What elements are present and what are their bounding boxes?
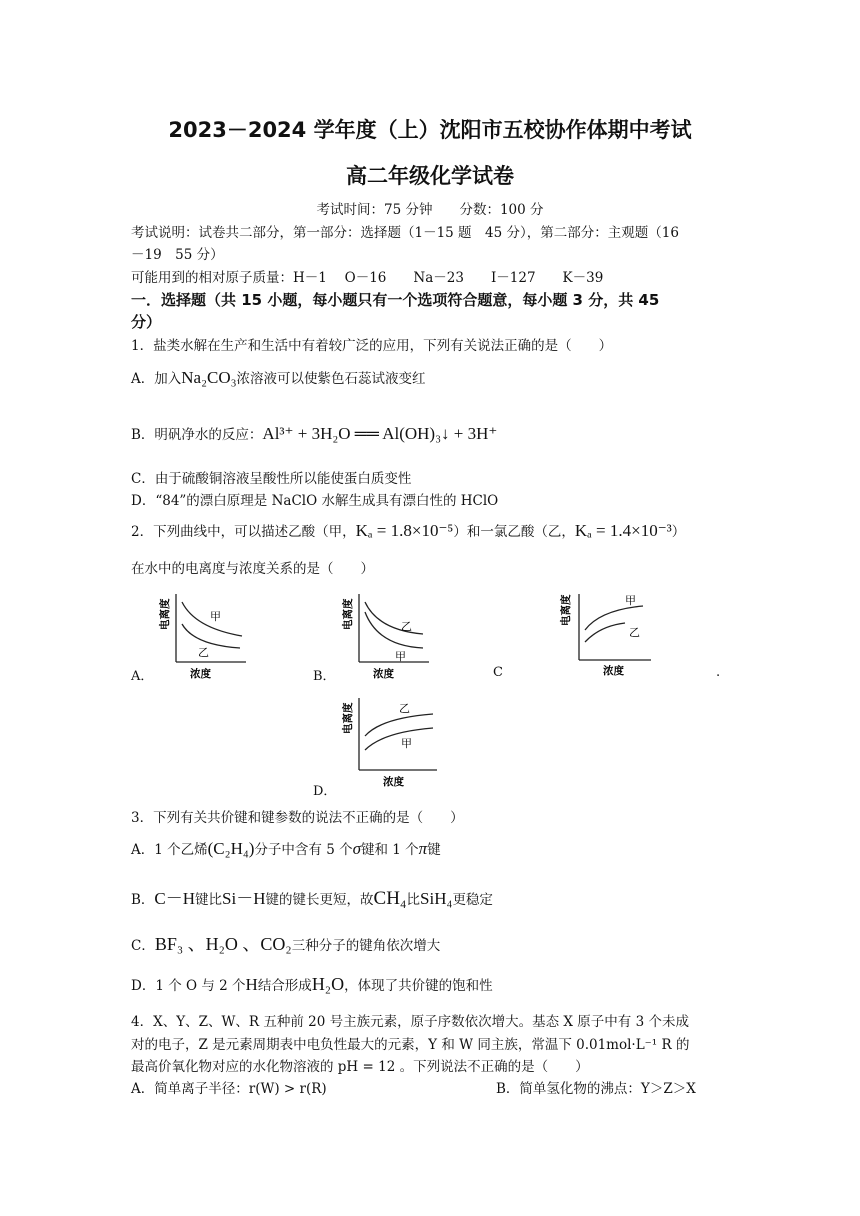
q1-a-prefix: A．加入 [131,371,182,387]
exam-subtitle: 高二年级化学试卷 [346,164,514,188]
q3-a-2: 分子中含有 5 个 [254,842,353,858]
q3-c-2: 三种分子的键角依次增大 [291,938,441,954]
graph-b-ylabel: 电离度 [342,598,354,630]
q2-option-c: C [493,665,503,680]
q3-sigma: σ [352,839,361,858]
q4-stem-line-1: 4．X、Y、Z、W、R 五种前 20 号主族元素，原子序数依次增大。基态 X 原子中有 3 个未成 [131,1014,689,1030]
q3-b-ch: C－H [154,889,196,908]
q2-graph-c [555,590,655,682]
q2-ka-1: Kₐ = 1.8×10⁻⁵ [355,521,454,540]
graph-b-curve-jia [365,612,423,648]
q3-option-a [131,838,441,859]
q2-stem-2: ）和一氯乙酸（乙， [453,524,575,540]
q3-c-formula: BF₃ 、H₂O 、CO₂ [154,934,292,954]
graph-a-ylabel: 电离度 [159,598,171,630]
section-heading: 一．选择题（共 15 小题，每小题只有一个选项符合题意，每小题 3 分，共 45 [131,291,660,309]
q3-pi: π [418,839,428,858]
q2-graph-d [333,694,443,790]
graph-d-label-yi: 乙 [399,702,410,715]
q2-stem-3: ） [671,524,686,540]
q2-option-c-dot: . [716,665,721,680]
graph-d-ylabel: 电离度 [342,702,354,734]
exam-info: 考试时间：75 分钟 分数：100 分 [316,202,544,218]
q2-option-a: A． [131,669,154,684]
atomic-masses: 可能用到的相对原子质量：H－1 O－16 Na－23 I－127 K－39 [131,270,604,286]
graph-c-curve-yi [585,623,625,642]
graph-c-ylabel: 电离度 [560,594,572,626]
q3-d-1: D．1 个 O 与 2 个 [131,978,246,994]
q2-stem-line-2: 在水中的电离度与浓度关系的是（ ） [131,561,374,577]
q3-d-3: ，体现了共价键的饱和性 [344,978,493,994]
graph-c-label-jia: 甲 [625,594,636,607]
q3-b-5: 更稳定 [452,892,493,908]
q3-b-ch4: CH₄ [373,888,407,909]
q1-a-formula: Na₂CO₃ [181,368,237,387]
graph-d-label-jia: 甲 [401,737,412,750]
q1-a-suffix: 浓溶液可以使紫色石蕊试液变红 [236,371,426,387]
graph-c-label-yi: 乙 [629,626,640,639]
q1-option-a [131,367,426,388]
q3-option-d [131,974,493,995]
q4-option-a: A．简单离子半径：r(W) > r(R) [131,1081,327,1097]
graph-b-curve-yi [365,602,423,634]
q1-option-c: C．由于硫酸铜溶液呈酸性所以能使蛋白质变性 [131,471,412,487]
graph-d-xlabel: 浓度 [383,776,404,788]
q3-b-sih4: SiH₄ [420,889,453,908]
q2-graph-b [333,590,433,682]
graph-b-xlabel: 浓度 [373,668,394,680]
q3-b-2: 键比 [195,892,223,908]
q1-b-formula: Al³⁺ + 3H₂O ══ Al(OH)₃↓ + 3H⁺ [262,424,498,443]
instructions-line-2: －19 55 分） [131,247,224,263]
q3-option-b [131,884,493,910]
q3-stem: 3．下列有关共价键和键参数的说法不正确的是（ ） [131,810,464,826]
q2-option-d: D． [313,784,337,799]
section-heading-cont: 分） [131,313,162,331]
q3-b-4: 比 [406,892,421,908]
q3-option-c [131,930,440,956]
q2-option-b: B． [313,669,336,684]
q2-ka-2: Kₐ = 1.4×10⁻³ [574,521,672,540]
graph-a-label-jia: 甲 [210,610,221,623]
q1-option-b [131,423,497,444]
q4-stem-line-2: 对的电子，Z 是元素周期表中电负性最大的元素，Y 和 W 同主族，常温下 0.01mol·L⁻¹ R 的 [131,1037,690,1053]
q3-d-h2o: H₂O [311,974,345,994]
graph-b-label-jia: 甲 [395,650,406,663]
graph-a-label-yi: 乙 [198,646,209,659]
graph-d-curve-jia [365,728,433,750]
q1-stem: 1．盐类水解在生产和生活中有着较广泛的应用，下列有关说法正确的是（ ） [131,338,613,354]
q3-a-3: 键和 1 个 [361,842,419,858]
q3-a-formula: (C₂H₄) [207,839,255,858]
exam-title: 2023－2024 学年度（上）沈阳市五校协作体期中考试 [168,118,692,142]
q4-option-b: B．简单氢化物的沸点：Y＞Z＞X [496,1081,696,1097]
graph-a-xlabel: 浓度 [190,668,211,680]
q2-stem-line-1 [131,520,685,541]
q4-stem-line-3: 最高价氧化物对应的水化物溶液的 pH = 12 。下列说法不正确的是（ ） [131,1059,589,1075]
q3-d-h: H [245,975,258,994]
q1-option-d: D．“84”的漂白原理是 NaClO 水解生成具有漂白性的 HClO [131,493,499,509]
q3-d-2: 结合形成 [257,978,312,994]
instructions-line-1: 考试说明：试卷共二部分，第一部分：选择题（1－15 题 45 分），第二部分：主观题（16 [131,225,679,241]
q1-b-prefix: B．明矾净水的反应： [131,427,263,443]
graph-b-label-yi: 乙 [401,620,412,633]
q3-a-1: A．1 个乙烯 [131,842,208,858]
q3-b-sih: Si－H [222,889,266,908]
q3-c-1: C． [131,938,155,954]
q3-b-3: 键的键长更短，故 [265,892,374,908]
q3-b-1: B． [131,892,155,908]
q3-a-4: 键 [427,842,441,858]
q2-stem-1: 2．下列曲线中，可以描述乙酸（甲， [131,524,356,540]
graph-c-xlabel: 浓度 [603,665,624,677]
q2-graph-a [150,590,250,682]
